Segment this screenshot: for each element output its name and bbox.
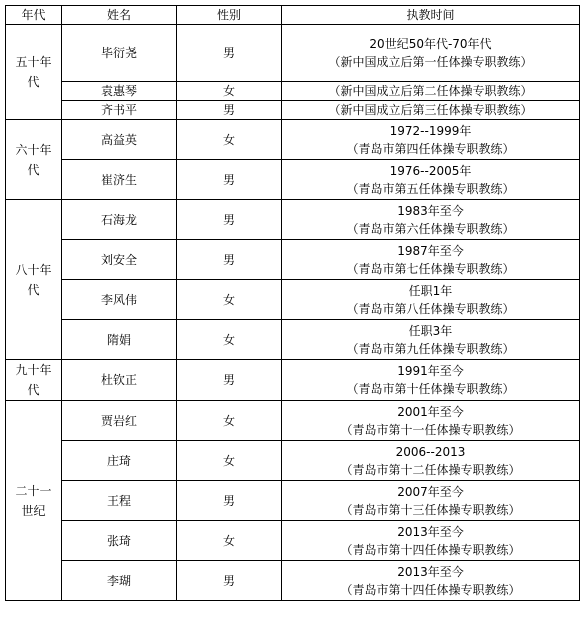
table-row	[6, 481, 580, 521]
time-text: 1976--2005年	[389, 163, 472, 178]
table-row	[6, 101, 580, 120]
time-cell	[282, 280, 580, 320]
time-text: 1983年至今	[397, 203, 464, 218]
era-text: 世纪	[21, 503, 46, 518]
gender-cell: 男	[177, 101, 282, 120]
time-cell	[282, 481, 580, 521]
gender-cell: 男	[177, 25, 282, 82]
gender-cell: 女	[177, 441, 282, 481]
header-gender: 性别	[177, 6, 282, 25]
name-cell: 王程	[62, 481, 177, 521]
time-cell	[282, 360, 580, 401]
time-cell	[282, 521, 580, 561]
table-row	[6, 200, 580, 240]
time-text: 2001年至今	[397, 404, 464, 419]
table-row	[6, 240, 580, 280]
era-text: 九十年	[15, 363, 52, 377]
gender-cell: 男	[177, 561, 282, 601]
name-cell: 隋娟	[62, 320, 177, 360]
gender-cell: 男	[177, 160, 282, 200]
gender-cell: 男	[177, 200, 282, 240]
time-text: （新中国成立后第三任体操专职教练）	[328, 103, 533, 117]
table-row	[6, 521, 580, 561]
table-row	[6, 401, 580, 441]
time-cell	[282, 441, 580, 481]
time-text: （青岛市第十二任体操专职教练）	[340, 462, 521, 477]
era-cell	[6, 401, 62, 601]
gender-cell: 男	[177, 360, 282, 401]
time-text: 任职3年	[408, 323, 453, 338]
time-cell	[282, 120, 580, 160]
name-cell: 贾岩红	[62, 401, 177, 441]
name-cell: 刘安全	[62, 240, 177, 280]
name-cell: 李风伟	[62, 280, 177, 320]
era-text: 二十一	[15, 483, 52, 498]
name-cell: 张琦	[62, 521, 177, 561]
time-text: （新中国成立后第一任体操专职教练）	[328, 55, 533, 69]
time-text: 1987年至今	[397, 243, 464, 258]
gender-cell: 女	[177, 280, 282, 320]
gender-cell: 男	[177, 240, 282, 280]
time-text: （青岛市第十一任体操专职教练）	[340, 422, 521, 437]
table-row	[6, 561, 580, 601]
table-row	[6, 441, 580, 481]
era-cell	[6, 25, 62, 120]
era-text: 五十年	[15, 55, 52, 69]
era-cell	[6, 120, 62, 200]
name-cell: 毕衍尧	[62, 25, 177, 82]
time-text: 2006--2013	[395, 444, 466, 459]
time-text: （青岛市第十任体操专职教练）	[346, 382, 515, 396]
time-cell	[282, 401, 580, 441]
era-cell	[6, 360, 62, 401]
header-era: 年代	[6, 6, 62, 25]
name-cell: 袁惠琴	[62, 82, 177, 101]
gender-cell: 女	[177, 521, 282, 561]
time-text: 1991年至今	[397, 364, 464, 378]
name-cell: 齐书平	[62, 101, 177, 120]
gender-cell: 男	[177, 481, 282, 521]
coaches-table	[5, 5, 580, 601]
era-text: 六十年	[15, 142, 52, 157]
time-text: （青岛市第八任体操专职教练）	[346, 301, 515, 316]
time-text: 2013年至今	[397, 524, 464, 539]
time-text: 任职1年	[408, 283, 453, 298]
table-row	[6, 360, 580, 401]
name-cell: 高益英	[62, 120, 177, 160]
header-name: 姓名	[62, 6, 177, 25]
time-cell	[282, 101, 580, 120]
time-text: 20世纪50年代-70年代	[369, 37, 492, 51]
time-cell	[282, 160, 580, 200]
time-text: （新中国成立后第二任体操专职教练）	[328, 84, 533, 98]
table-row	[6, 320, 580, 360]
name-cell: 李瑚	[62, 561, 177, 601]
time-cell	[282, 200, 580, 240]
time-cell	[282, 25, 580, 82]
time-text: （青岛市第六任体操专职教练）	[346, 221, 515, 236]
name-cell: 杜钦正	[62, 360, 177, 401]
time-cell	[282, 561, 580, 601]
table-row	[6, 280, 580, 320]
time-text: （青岛市第十四任体操专职教练）	[340, 582, 521, 597]
table-row	[6, 120, 580, 160]
header-row	[6, 6, 580, 25]
gender-cell: 女	[177, 401, 282, 441]
gender-cell: 女	[177, 320, 282, 360]
name-cell: 庄琦	[62, 441, 177, 481]
time-text: 1972--1999年	[389, 123, 472, 138]
era-text: 八十年	[15, 262, 52, 277]
time-text: （青岛市第四任体操专职教练）	[346, 141, 515, 156]
time-text: （青岛市第七任体操专职教练）	[346, 261, 515, 276]
time-cell	[282, 320, 580, 360]
time-text: （青岛市第十四任体操专职教练）	[340, 542, 521, 557]
header-time: 执教时间	[282, 6, 580, 25]
time-cell	[282, 82, 580, 101]
time-text: （青岛市第五任体操专职教练）	[346, 181, 515, 196]
time-text: （青岛市第十三任体操专职教练）	[340, 502, 521, 517]
era-cell	[6, 200, 62, 360]
gender-cell: 女	[177, 82, 282, 101]
time-text: 2007年至今	[397, 484, 464, 499]
table-row	[6, 82, 580, 101]
table-row	[6, 160, 580, 200]
table-row	[6, 25, 580, 82]
name-cell: 石海龙	[62, 200, 177, 240]
name-cell: 崔济生	[62, 160, 177, 200]
time-cell	[282, 240, 580, 280]
era-text: 代	[27, 383, 40, 397]
era-text: 代	[27, 282, 40, 297]
gender-cell: 女	[177, 120, 282, 160]
time-text: （青岛市第九任体操专职教练）	[346, 341, 515, 356]
time-text: 2013年至今	[397, 564, 464, 579]
era-text: 代	[27, 75, 40, 89]
era-text: 代	[27, 162, 40, 177]
